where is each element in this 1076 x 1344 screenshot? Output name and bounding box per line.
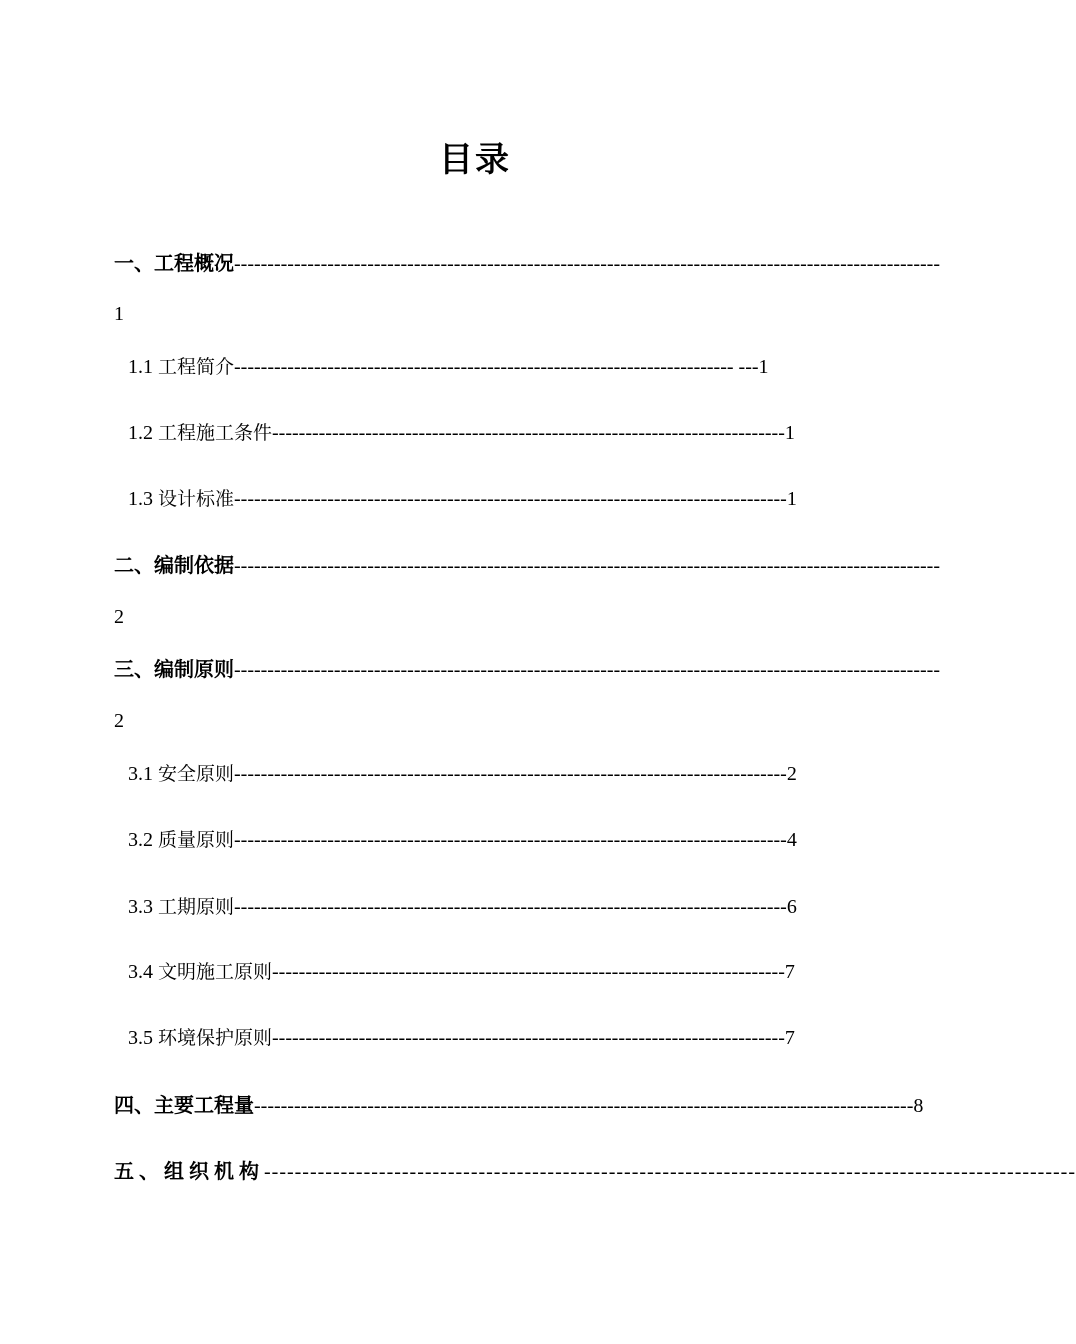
toc-page-number: 7 (784, 1027, 795, 1049)
toc-leader: ----------------------------------------------------------------------------------- (234, 896, 787, 918)
toc-entry-1-1[interactable] (128, 354, 844, 380)
toc-entry-label: 五、组织机构 (114, 1159, 264, 1183)
toc-leader: ---------------------------------------------------------------------------------------------------------- (234, 253, 940, 275)
toc-entry-label: 设计标准 (158, 488, 235, 510)
toc-entry-1-2[interactable] (128, 420, 844, 446)
toc-entry-label: 工程简介 (158, 356, 235, 378)
toc-leader: ----------------------------------------------------------------------------------- (234, 829, 787, 851)
toc-entry-number: 3.2 (128, 829, 153, 851)
toc-leader: --------------------------------------------------------------------------------------------------- (254, 1095, 914, 1117)
toc-entry-label: 四、主要工程量 (114, 1093, 254, 1117)
toc-leader: ----------------------------------------------------------------------------------- (234, 763, 787, 785)
toc-entry-label: 一、工程概况 (114, 251, 234, 275)
toc-entry-number: 3.1 (128, 763, 153, 785)
toc-title: 目录 (439, 140, 511, 180)
toc-page-number: 7 (784, 961, 795, 983)
toc-entry-label: 三、编制原则 (114, 657, 234, 681)
toc-entry-label: 质量原则 (158, 829, 235, 851)
toc-entry-number: 1.2 (128, 422, 153, 444)
toc-entry-label: 文明施工原则 (158, 961, 273, 983)
toc-entry-label: 二、编制依据 (114, 553, 234, 577)
toc-entry-1[interactable] (114, 250, 940, 276)
toc-leader: ---------------------------------------------------------------------------------------------------------- (264, 1161, 1076, 1183)
toc-entry-number: 3.4 (128, 961, 153, 983)
toc-leader: ----------------------------------------------------------------------------- (272, 1027, 785, 1049)
toc-leader: ----------------------------------------------------------------------------------- (234, 488, 787, 510)
toc-page-number: 2 (114, 606, 124, 628)
toc-page-number: 8 (913, 1095, 924, 1117)
toc-entry-3[interactable] (114, 656, 940, 682)
toc-entry-label: 工期原则 (158, 896, 235, 918)
toc-entry-number: 1.1 (128, 356, 153, 378)
toc-leader: ----------------------------------------------------------------------------- (272, 961, 785, 983)
toc-entry-1-3[interactable] (128, 486, 844, 512)
toc-entry-3-3[interactable] (128, 894, 844, 920)
toc-leader: ---------------------------------------------------------------------------------------------------------- (234, 659, 940, 681)
toc-leader: ----------------------------------------------------------------------------- (272, 422, 785, 444)
toc-leader: ---------------------------------------------------------------------------------------------------------- (234, 555, 940, 577)
toc-leader: --------------------------------------------------------------------------- --- (234, 356, 759, 378)
toc-entry-3-4[interactable] (128, 959, 844, 985)
toc-page-number: 1 (758, 356, 769, 378)
toc-page-number: 2 (114, 710, 124, 732)
toc-page-number: 6 (786, 896, 797, 918)
toc-entry-label: 环境保护原则 (158, 1027, 273, 1049)
toc-entry-3-2[interactable] (128, 827, 844, 853)
toc-page-number: 1 (784, 422, 795, 444)
toc-entry-3-5[interactable] (128, 1025, 844, 1051)
toc-page-number: 1 (786, 488, 797, 510)
toc-entry-5[interactable] (114, 1158, 1076, 1184)
toc-page-number: 1 (114, 303, 124, 325)
toc-entry-number: 3.3 (128, 896, 153, 918)
toc-entry-label: 工程施工条件 (158, 422, 273, 444)
toc-page-number: 2 (786, 763, 797, 785)
toc-entry-4[interactable] (114, 1092, 924, 1118)
toc-page-number: 4 (786, 829, 797, 851)
toc-entry-label: 安全原则 (158, 763, 235, 785)
toc-entry-number: 1.3 (128, 488, 153, 510)
toc-entry-number: 3.5 (128, 1027, 153, 1049)
toc-entry-3-1[interactable] (128, 761, 844, 787)
toc-entry-2[interactable] (114, 552, 940, 578)
